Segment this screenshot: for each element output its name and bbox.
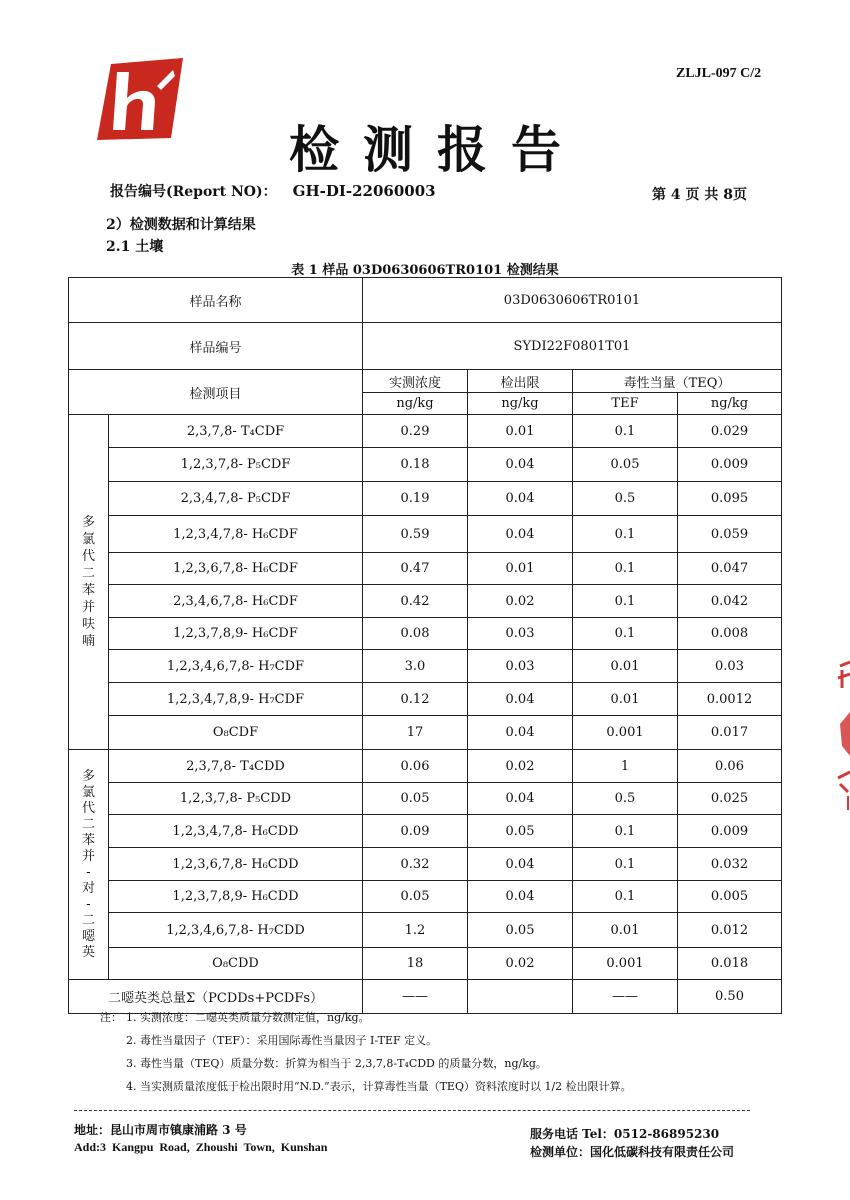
table-row	[69, 881, 782, 913]
cell-name: 1,2,3,4,7,8,9- H₇CDF	[109, 683, 363, 716]
cell-name: 1,2,3,4,6,7,8- H₇CDF	[109, 650, 363, 683]
cell-conc: 17	[363, 716, 468, 750]
note-item: 2. 毒性当量因子（TEF）：采用国际毒性当量因子 I-TEF 定义。	[126, 1034, 438, 1047]
cell-teq: 0.008	[678, 618, 782, 650]
cell-lod: 0.04	[468, 716, 573, 750]
pcdf-group-label: 多 氯 代 二 苯 并 呋 喃	[69, 415, 109, 750]
cell-tef: 1	[573, 750, 678, 783]
teq-header: 毒性当量（TEQ）	[573, 370, 782, 393]
cell-teq: 0.012	[678, 913, 782, 948]
cell-tef: 0.05	[573, 448, 678, 482]
note-item: 3. 毒性当量（TEQ）质量分数：折算为相当于 2,3,7,8-T₄CDD 的质量分数，ng/kg。	[126, 1057, 547, 1070]
cell-lod: 0.04	[468, 848, 573, 881]
cell-tef: 0.001	[573, 948, 678, 980]
page-title: 检测报告	[289, 120, 585, 179]
lod-header: 检出限	[468, 370, 573, 393]
table-row	[69, 585, 782, 618]
cell-name: 1,2,3,6,7,8- H₆CDD	[109, 848, 363, 881]
table-row	[69, 683, 782, 716]
cell-name: 1,2,3,4,7,8- H₆CDD	[109, 815, 363, 848]
report-number-label: 报告编号(Report NO)：	[110, 184, 277, 200]
cell-name: 1,2,3,7,8- P₅CDF	[109, 448, 363, 482]
footer-divider	[74, 1110, 750, 1111]
cell-tef: 0.01	[573, 650, 678, 683]
table-row	[69, 815, 782, 848]
sample-name-value: 03D0630606TR0101	[363, 278, 782, 323]
cell-tef: 0.1	[573, 618, 678, 650]
sample-name-label: 样品名称	[69, 278, 363, 323]
cell-name: 1,2,3,7,8,9- H₆CDD	[109, 881, 363, 913]
cell-conc: 0.47	[363, 553, 468, 585]
cell-teq: 0.047	[678, 553, 782, 585]
cell-lod: 0.04	[468, 448, 573, 482]
cell-conc: 0.59	[363, 516, 468, 553]
cell-tef: 0.5	[573, 482, 678, 516]
cell-conc: 0.06	[363, 750, 468, 783]
cell-lod: 0.02	[468, 585, 573, 618]
cell-name: O₈CDF	[109, 716, 363, 750]
cell-lod: 0.03	[468, 650, 573, 683]
table-row	[69, 750, 782, 783]
table-row	[69, 716, 782, 750]
table-row	[69, 948, 782, 980]
section-title: 2）检测数据和计算结果	[106, 217, 256, 233]
cell-conc: 0.19	[363, 482, 468, 516]
cell-tef: 0.01	[573, 683, 678, 716]
pcdd-group-label: 多 氯 代 二 苯 并 - 对 - 二 噁 英	[69, 750, 109, 980]
cell-tef: 0.1	[573, 415, 678, 448]
cell-conc: 0.32	[363, 848, 468, 881]
cell-name: 1,2,3,6,7,8- H₆CDF	[109, 553, 363, 585]
page-number: 第 4 页 共 8页	[652, 187, 747, 203]
report-number	[110, 181, 436, 201]
conc-unit: ng/kg	[363, 393, 468, 415]
cell-lod: 0.04	[468, 516, 573, 553]
cell-conc: 1.2	[363, 913, 468, 948]
pcdd-group	[69, 750, 782, 980]
conc-header: 实测浓度	[363, 370, 468, 393]
cell-name: O₈CDD	[109, 948, 363, 980]
cell-tef: 0.1	[573, 881, 678, 913]
table-row	[69, 848, 782, 881]
cell-conc: 0.12	[363, 683, 468, 716]
table-row	[69, 482, 782, 516]
note-item: 1. 实测浓度：二噁英类质量分数测定值，ng/kg。	[126, 1011, 370, 1024]
cell-conc: 0.18	[363, 448, 468, 482]
cell-lod: 0.02	[468, 750, 573, 783]
cell-tef: 0.1	[573, 815, 678, 848]
cell-teq: 0.029	[678, 415, 782, 448]
table-row	[69, 448, 782, 482]
cell-teq: 0.025	[678, 783, 782, 815]
cell-lod: 0.04	[468, 881, 573, 913]
cell-tef: 0.5	[573, 783, 678, 815]
table-row	[69, 650, 782, 683]
cell-teq: 0.005	[678, 881, 782, 913]
cell-teq: 0.032	[678, 848, 782, 881]
table-row	[69, 415, 782, 448]
cell-conc: 3.0	[363, 650, 468, 683]
cell-lod: 0.02	[468, 948, 573, 980]
cell-teq: 0.03	[678, 650, 782, 683]
address-en: Add:3 Kangpu Road, Zhoushi Town, Kunshan	[74, 1140, 328, 1154]
cell-tef: 0.001	[573, 716, 678, 750]
cell-teq: 0.017	[678, 716, 782, 750]
cell-lod: 0.04	[468, 783, 573, 815]
cell-tef: 0.1	[573, 553, 678, 585]
form-code: ZLJL-097 C/2	[676, 66, 762, 81]
cell-name: 1,2,3,7,8- P₅CDD	[109, 783, 363, 815]
cell-teq: 0.06	[678, 750, 782, 783]
total-label: 二噁英类总量Σ（PCDDs+PCDFs）	[69, 980, 363, 1014]
pcdf-group	[69, 415, 782, 750]
seal-stamp	[834, 660, 850, 810]
cell-conc: 0.29	[363, 415, 468, 448]
cell-lod: 0.01	[468, 415, 573, 448]
cell-tef: 0.1	[573, 516, 678, 553]
cell-lod: 0.05	[468, 815, 573, 848]
note-item: 4. 当实测质量浓度低于检出限时用“N.D.”表示，计算毒性当量（TEQ）资料浓度时以 1/2 检出限计算。	[126, 1080, 632, 1093]
cell-tef: 0.1	[573, 848, 678, 881]
service-phone: 服务电话 Tel：0512-86895230	[530, 1127, 720, 1141]
cell-teq: 0.059	[678, 516, 782, 553]
cell-lod: 0.01	[468, 553, 573, 585]
cell-lod: 0.04	[468, 683, 573, 716]
teq-unit: ng/kg	[678, 393, 782, 415]
cell-conc: 0.42	[363, 585, 468, 618]
sample-number-value: SYDI22F0801T01	[363, 323, 782, 370]
cell-conc: 0.09	[363, 815, 468, 848]
results-table	[68, 277, 782, 1014]
cell-lod: 0.05	[468, 913, 573, 948]
cell-teq: 0.009	[678, 448, 782, 482]
cell-name: 2,3,4,7,8- P₅CDF	[109, 482, 363, 516]
cell-lod: 0.03	[468, 618, 573, 650]
cell-teq: 0.018	[678, 948, 782, 980]
cell-name: 1,2,3,7,8,9- H₆CDF	[109, 618, 363, 650]
cell-teq: 0.009	[678, 815, 782, 848]
cell-name: 2,3,4,6,7,8- H₆CDF	[109, 585, 363, 618]
cell-conc: 0.05	[363, 783, 468, 815]
tef-unit: TEF	[573, 393, 678, 415]
cell-tef: 0.1	[573, 585, 678, 618]
total-tef: ——	[573, 980, 678, 1014]
testing-unit: 检测单位：国化低碳科技有限责任公司	[530, 1145, 735, 1159]
table-row	[69, 553, 782, 585]
subsection-title: 2.1 土壤	[106, 239, 164, 255]
notes	[100, 1006, 632, 1098]
cell-tef: 0.01	[573, 913, 678, 948]
cell-teq: 0.0012	[678, 683, 782, 716]
table-row	[69, 618, 782, 650]
cell-conc: 18	[363, 948, 468, 980]
sample-number-row	[69, 323, 782, 370]
cell-conc: 0.08	[363, 618, 468, 650]
table-caption: 表 1 样品 03D0630606TR0101 检测结果	[291, 263, 559, 278]
header-row	[69, 370, 782, 393]
table-row	[69, 516, 782, 553]
lod-unit: ng/kg	[468, 393, 573, 415]
cell-name: 1,2,3,4,6,7,8- H₇CDD	[109, 913, 363, 948]
cell-teq: 0.042	[678, 585, 782, 618]
cell-conc: 0.05	[363, 881, 468, 913]
cell-name: 2,3,7,8- T₄CDF	[109, 415, 363, 448]
sample-number-label: 样品编号	[69, 323, 363, 370]
total-conc: ——	[363, 980, 468, 1014]
cell-name: 1,2,3,4,7,8- H₆CDF	[109, 516, 363, 553]
item-header: 检测项目	[69, 370, 363, 415]
table-row	[69, 783, 782, 815]
table-row	[69, 913, 782, 948]
sample-name-row	[69, 278, 782, 323]
cell-name: 2,3,7,8- T₄CDD	[109, 750, 363, 783]
cell-lod: 0.04	[468, 482, 573, 516]
report-number-value: GH-DI-22060003	[292, 182, 436, 200]
cell-teq: 0.095	[678, 482, 782, 516]
address-cn: 地址：昆山市周市镇康浦路 3 号	[74, 1123, 247, 1137]
notes-label: 注：	[100, 1011, 122, 1024]
total-teq: 0.50	[678, 980, 782, 1014]
